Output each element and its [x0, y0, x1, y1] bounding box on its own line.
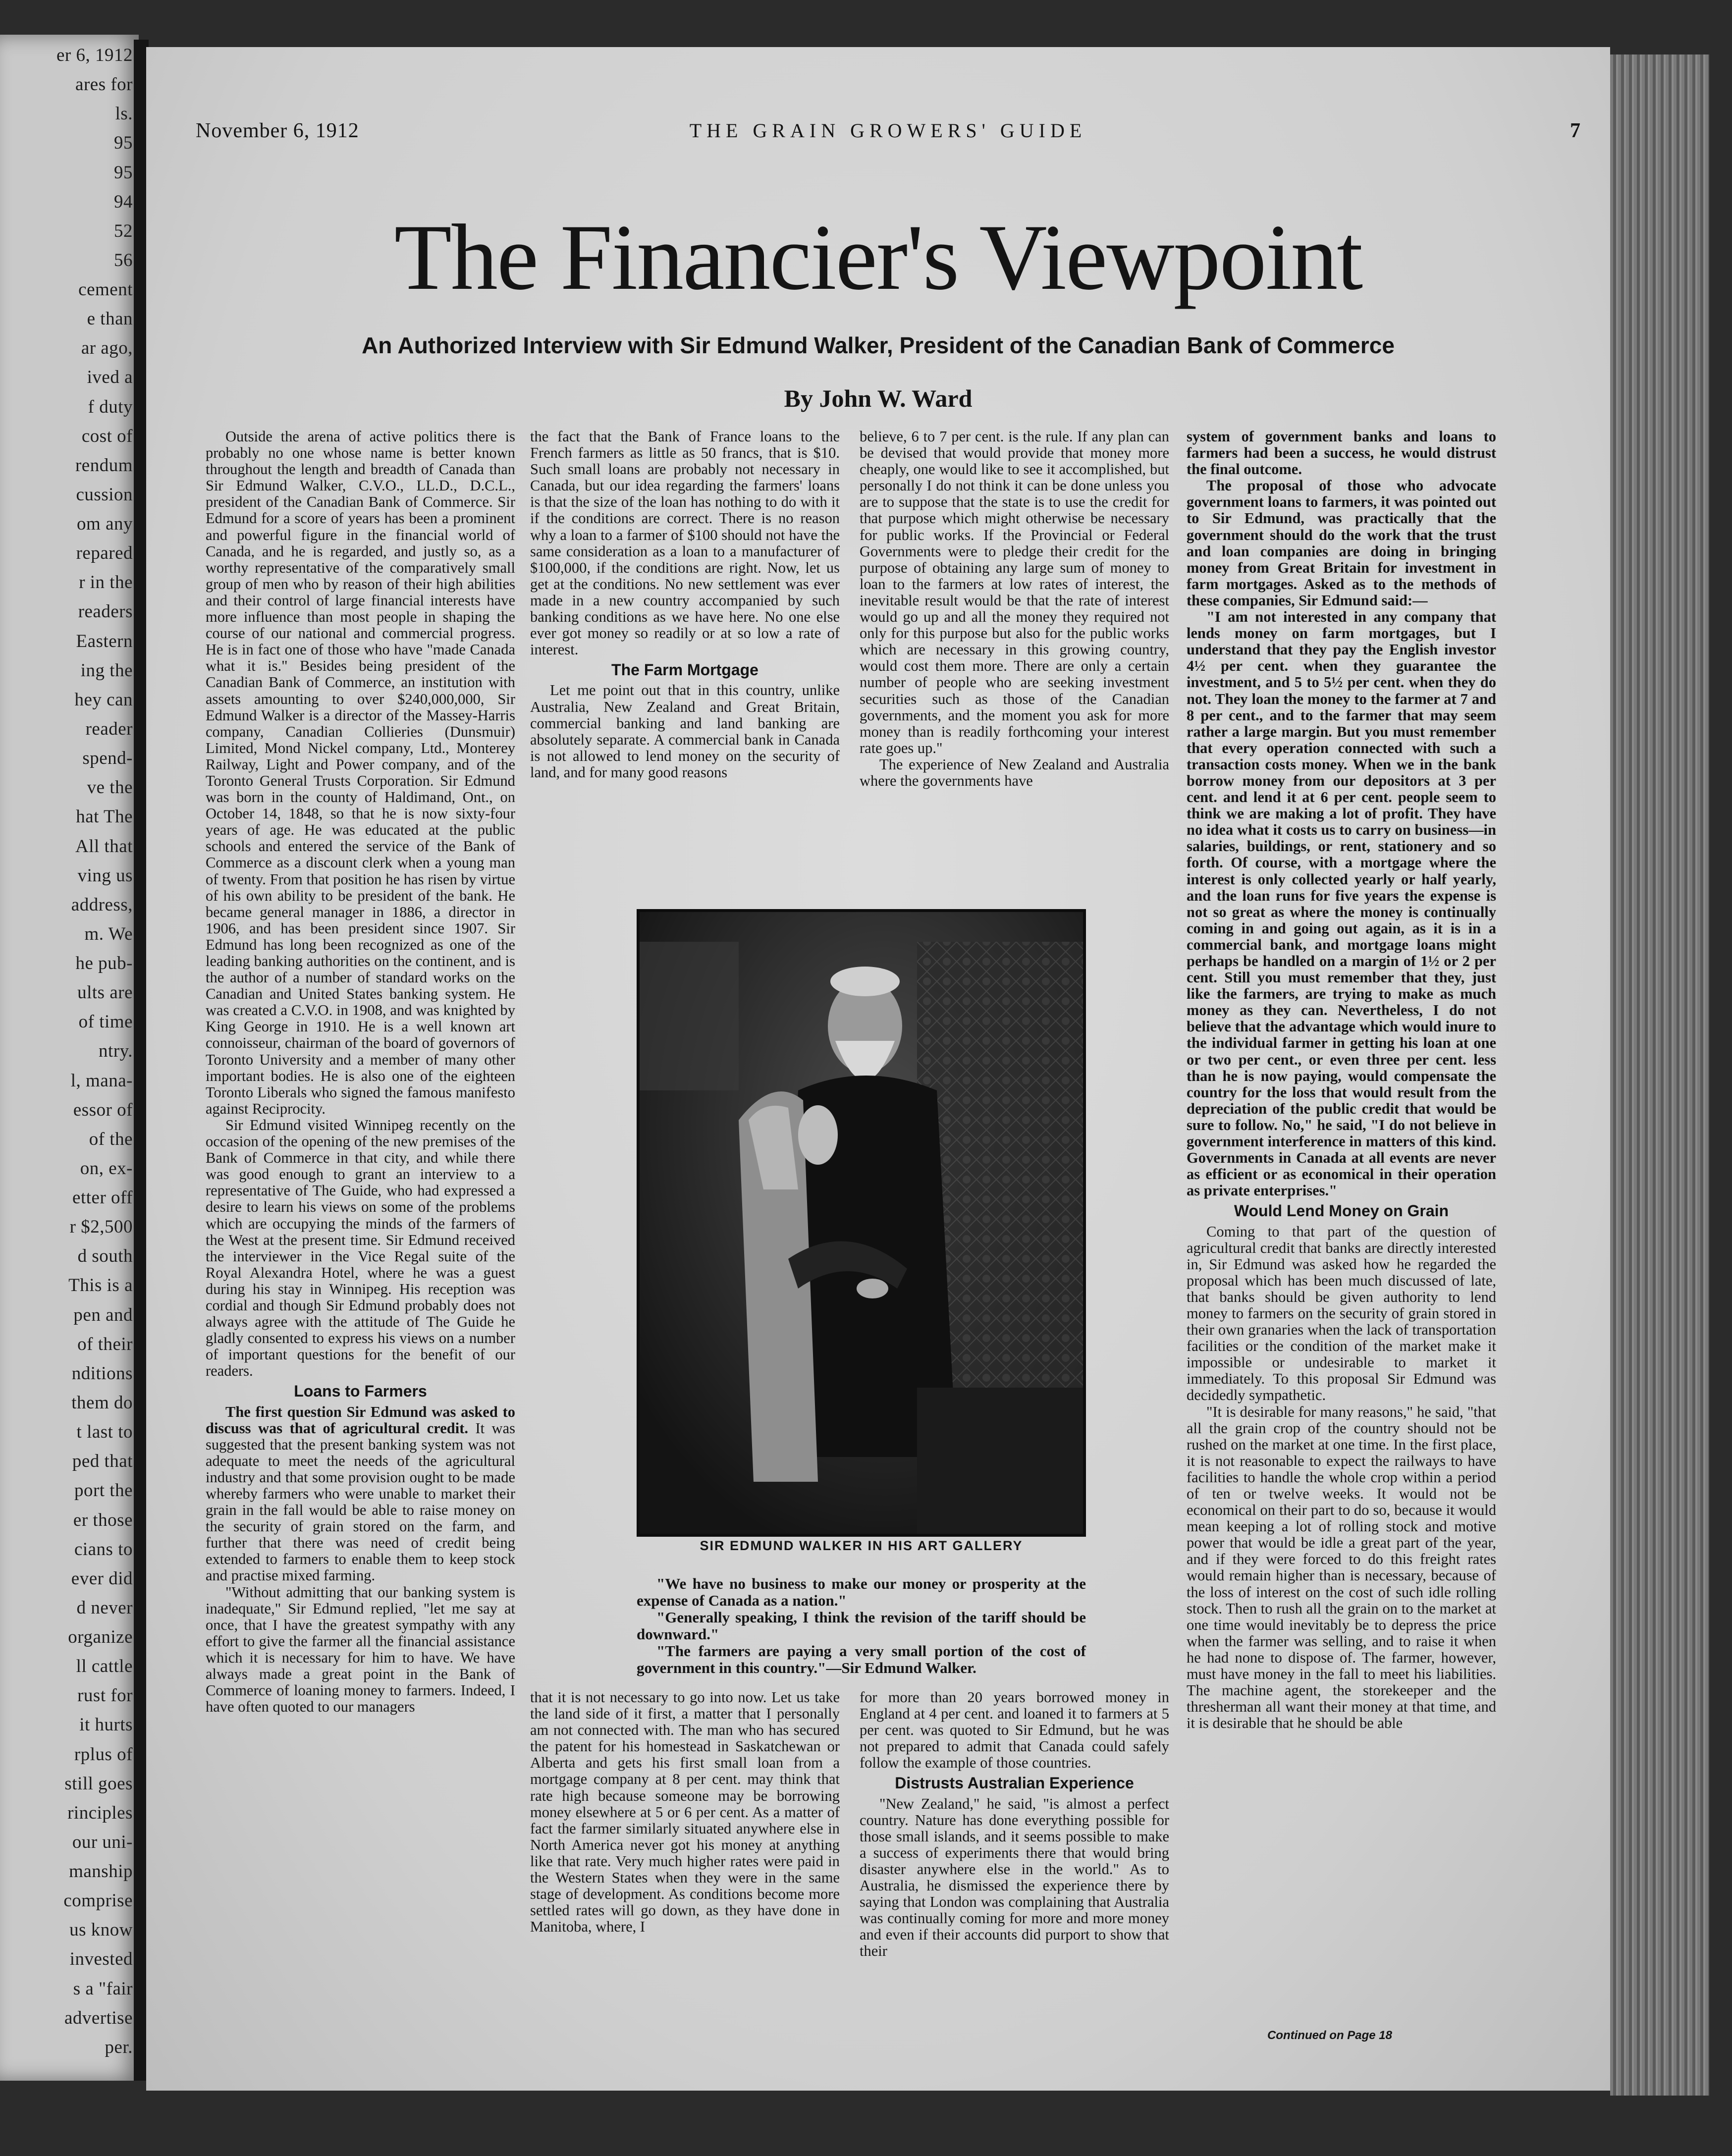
fragment-line: per.	[105, 2037, 133, 2057]
fragment-line: manship	[69, 1861, 133, 1882]
paragraph: The experience of New Zealand and Australia where the governments have	[860, 755, 1169, 789]
column-4	[1187, 429, 1496, 2029]
section-heading-mortgage: The Farm Mortgage	[611, 661, 758, 679]
fragment-line: reader	[85, 719, 133, 739]
fragment-line: nditions	[71, 1363, 133, 1384]
fragment-line: 56	[114, 250, 133, 270]
pull-quotes	[637, 1575, 1086, 1676]
fragment-line: repared	[76, 543, 133, 564]
fragment-line: ults are	[77, 982, 133, 1003]
column-2-bottom	[530, 1689, 840, 2046]
portrait-photo	[637, 909, 1086, 1537]
fragment-line: 95	[114, 133, 133, 154]
paragraph: "I am not interested in any company that lends money on farm mortgages, but I understand that they pay the English investor 4½ per cent. when they guarantee the investment, and 5 to 5½ per cent. when they do not. They loan the money to the farmer at 7 and 8 per cent., and to the farmer that may seem rather a large margin. But you must remember that every operation connected with such a transaction costs money. When we in the bank borrow money from our depositors at 3 per cent. and lend it at 6 per cent. people seem to think we are making a lot of profit. They have no idea what it costs us to carry on business—in salaries, buildings, or rent, stationery and so forth. Of course, with a mortgage where the interest is only collected yearly or half yearly, and the loan runs for five years the expense is not so great as where the money is continually coming in and going out again, as it is in a commercial bank, and mortgage loans might perhaps be handled on a margin of 1½ or 2 per cent. Still you must remember that they, just like the farmers, are trying to make as much money as they can. Nevertheless, I do not believe that the advantage which would inure to the individual farmer in getting his loan at one or two per cent., or even three per cent. less than he is now paying, would compensate the country for the loss that would result from the depreciation of the public credit that would be sure to follow. No," he said, "I do not believe in government interference in matters of this kind. Governments in Canada at all events are never as efficient or as economical in their operation as private enterprises."	[1187, 608, 1496, 1199]
continued-note: Continued on Page 18	[1267, 2029, 1392, 2042]
paragraph: the fact that the Bank of France loans to the French farmers as little as 50 francs, that is $10. Such small loans are probably not necessary in Canada, but our idea regarding the farmers' loans is that the size of the loan has nothing to do with it if the conditions are correct. There is no reason why a loan to a farmer of $100 should not have the same consideration as a loan to a manufacturer of $100,000, if the conditions are right. Now, let us get at the conditions. No new settlement was ever made in a new country accompanied by such banking conditions as we have here. No one else ever got money so readily or at so low a rate of interest.	[530, 429, 840, 658]
fragment-line: rinciples	[67, 1802, 133, 1823]
paragraph: Let me point out that in this country, unlike Australia, New Zealand and Great Britain, commercial banking and land banking are absolutely separate. A commercial bank in Canada is not allowed to lend money on the security of land, and for many good reasons	[530, 682, 840, 781]
paragraph: Sir Edmund visited Winnipeg recently on the occasion of the opening of the new premises of the Bank of Commerce in that city, and while there was good enough to grant an interview to a representative of The Guide, who had expressed a desire to learn his views on some of the problems which are occupying the minds of the farmers of the West at the present time. Sir Edmund received the interviewer in the Vice Regal suite of the Royal Alexandra Hotel, where he was a guest during his stay in Winnipeg. His reception was cordial and though Sir Edmund probably does not always agree with the attitude of The Guide he gladly consented to express his views on a number of important questions for the benefit of our readers.	[206, 1116, 515, 1380]
fragment-line: 95	[114, 162, 133, 183]
fragment-line: pen and	[73, 1304, 133, 1325]
fragment-line: 94	[114, 191, 133, 212]
fragment-line: ving us	[77, 865, 133, 886]
fragment-line: rendum	[75, 455, 133, 476]
paragraph: for more than 20 years borrowed money in England at 4 per cent. and loaned it to farmers at 5 per cent. was quoted to Sir Edmund, but he was not prepared to admit that Canada could safely follow the example of those countries.	[860, 1689, 1169, 1772]
fragment-line: d south	[77, 1246, 133, 1267]
paragraph: Coming to that part of the question of agricultural credit that banks are directly interested in, Sir Edmund was asked how he regarded the proposal which has been much discussed of late, that banks should be given authority to lend money to farmers on the security of grain stored in their own granaries when the lack of transportation facilities or the condition of the market make it impossible or undesirable to market it immediately. To this proposal Sir Edmund was decidedly sympathetic.	[1187, 1223, 1496, 1404]
fragment-line: of their	[77, 1334, 133, 1354]
fragment-line: ped that	[72, 1451, 133, 1472]
paragraph: "It is desirable for many reasons," he said, "that all the grain crop of the country should not be rushed on the market at one time. In the first place, it is not reasonable to expect the railways to have facilities to handle the whole crop within a period of ten or twelve weeks. It would not be economical on their part to do so, because it would mean keeping a lot of rolling stock and motive power that would be idle a great part of the year, and if they were forced to do this freight rates would remain higher than is necessary, because of the loss of interest on the cost of such idle rolling stock. Then to rush all the grain on to the market at one time would inevitably be to depress the price when the farmer was selling, and to raise it when he had none to dispose of. The farmer, however, must have money in the fall to meet his liabilities. The machine agent, the storekeeper and the thresherman all want their money at that time, and it is desirable that he should be able	[1187, 1403, 1496, 1732]
fragment-line: m. We	[84, 923, 133, 944]
paper-name: THE GRAIN GROWERS' GUIDE	[689, 119, 1087, 142]
article-title: The Financier's Viewpoint	[394, 206, 1362, 310]
fragment-line: Eastern	[76, 631, 133, 651]
fragment-line: essor of	[73, 1099, 133, 1120]
fragment-line: hat The	[76, 807, 133, 827]
paragraph: believe, 6 to 7 per cent. is the rule. If any plan can be devised that would provide that money more cheaply, one would like to see it accomplished, but personally I do not think it can be done unless you are to suppose that the state is to use the credit for that purpose which might otherwise be necessary for public works. If the Provincial or Federal Governments were to pledge their credit for the purpose of obtaining any large sum of money to loan to the farmers at low rates of interest, the inevitable result would be that the rate of interest would go up and all the money they required not only for this purpose but also for the public works which are necessary in this growing country, would cost them more. There are only a certain number of people who are seeking investment securities such as those of the Canadian governments, and the moment you ask for more money than is readily forthcoming your interest rate goes up."	[860, 429, 1169, 756]
paragraph: "Without admitting that our banking system is inadequate," Sir Edmund replied, "let me say at once, that I have the greatest sympathy with any effort to give the farmer all the financial assistance which it is necessary for him to have. We have always made a great point in the Bank of Commerce of loaning money to farmers. Indeed, I have often quoted to our managers	[206, 1583, 515, 1716]
article-subtitle: An Authorized Interview with Sir Edmund Walker, President of the Canadian Bank of Commerce	[362, 332, 1395, 358]
fragment-line: on, ex-	[80, 1158, 133, 1179]
fragment-line: ing the	[80, 660, 133, 681]
paragraph: that it is not necessary to go into now. Let us take the land side of it first, a matter that I personally am not connected with. The man who has secured the patent for his homestead in Saskatchewan or Alberta and gets his first small loan from a mortgage company at 8 per cent. may think that rate high because someone may be borrowing money elsewhere at 5 or 6 per cent. As a matter of fact the farmer similarly situated anywhere else in North America never got his money at anything like that rate. Very much higher rates were paid in the Western States when they were in the same stage of development. As conditions become more settled rates will go down, as they have done in Manitoba, where, I	[530, 1689, 840, 1936]
fragment-line: 52	[114, 220, 133, 241]
column-3-bottom	[860, 1689, 1169, 2046]
fragment-line: address,	[71, 894, 133, 915]
fragment-line: ived a	[87, 367, 133, 388]
fragment-line: cement	[78, 279, 133, 300]
pull-quote: "Generally speaking, I think the revision of the tariff should be downward."	[637, 1609, 1086, 1643]
fragment-line: ar ago,	[81, 338, 133, 359]
fragment-line: This is a	[68, 1275, 133, 1296]
page-number: 7	[1570, 119, 1580, 142]
section-heading-grain: Would Lend Money on Grain	[1234, 1202, 1449, 1220]
fragment-line: us know	[69, 1920, 133, 1940]
fragment-line: comprise	[63, 1890, 133, 1911]
fragment-line: ares for	[75, 74, 133, 95]
fragment-line: advertise	[64, 2007, 133, 2028]
previous-page-fragment	[0, 35, 139, 2081]
fragment-line: it hurts	[79, 1715, 133, 1735]
page-edges	[1610, 54, 1709, 2096]
photo-caption: SIR EDMUND WALKER IN HIS ART GALLERY	[700, 1538, 1023, 1553]
fragment-line: them do	[71, 1393, 133, 1413]
fragment-line: etter off	[72, 1187, 133, 1208]
fragment-line: still goes	[64, 1773, 133, 1794]
fragment-line: readers	[78, 601, 133, 622]
fragment-line: our uni-	[72, 1832, 133, 1852]
fragment-line: r in the	[79, 572, 133, 593]
fragment-line: e than	[87, 309, 133, 329]
fragment-line: cussion	[76, 484, 133, 505]
fragment-line: spend-	[82, 748, 133, 769]
paragraph-body: It was suggested that the present banking system was not adequate to meet the needs of the agricultural industry and that some provision ought to be made whereby farmers who were unable to market their grain in the fall would be able to raise money on the security of grain stored on the farm, and further that there was need of credit being extended to farmers to enable them to keep stock and practise mixed farming.	[206, 1419, 515, 1584]
fragment-line: r $2,500	[69, 1217, 133, 1238]
fragment-line: ntry.	[99, 1041, 133, 1062]
fragment-line: ls.	[115, 104, 133, 124]
fragment-line: organize	[68, 1627, 133, 1648]
paragraph: The proposal of those who advocate government loans to farmers, it was pointed out to Sir Edmund, was practically that the government should do the work that the trust and loan companies are doing in bringing money from Great Britain for investment in farm mortgages. Asked as to the methods of these companies, Sir Edmund said:—	[1187, 477, 1496, 609]
fragment-line: t last to	[76, 1422, 133, 1443]
column-1	[206, 429, 515, 2044]
paragraph: "New Zealand," he said, "is almost a perfect country. Nature has done everything possible for those small islands, and it seems possible to make a success of experiments there that would bring disaster anywhere else in the world." As to Australia, he dismissed the experience there by saying that London was complaining that Australia was continually coming for more and more money and even if their accounts did purport to show that their	[860, 1795, 1169, 1960]
fragment-line: ve the	[87, 777, 133, 798]
fragment-line: d never	[76, 1597, 133, 1618]
fragment-line: f duty	[88, 396, 133, 417]
fragment-line: ever did	[71, 1568, 133, 1589]
fragment-line: s a "fair	[73, 1978, 133, 1999]
paragraph	[206, 1404, 515, 1584]
article-byline: By John W. Ward	[784, 384, 973, 412]
fragment-line: l, mana-	[70, 1070, 133, 1091]
column-3-top	[860, 429, 1169, 884]
fragment-line: cost of	[81, 426, 133, 446]
fragment-line: om any	[77, 514, 133, 535]
portrait-image	[640, 912, 1083, 1534]
running-header	[196, 119, 1580, 149]
fragment-line: All that	[75, 836, 133, 857]
fragment-line: port the	[74, 1480, 133, 1501]
fragment-line: er 6, 1912	[56, 45, 133, 65]
fragment-line: ll cattle	[76, 1656, 133, 1677]
fragment-line: cians to	[74, 1539, 133, 1560]
fragment-line: invested	[69, 1949, 133, 1970]
section-heading-loans: Loans to Farmers	[294, 1382, 427, 1401]
fragment-line: of time	[78, 1012, 133, 1032]
fragment-line: er those	[73, 1509, 133, 1530]
fragment-line: rplus of	[74, 1744, 133, 1765]
paragraph: Outside the arena of active politics there is probably no one whose name is better known throughout the length and breadth of Canada than Sir Edmund Walker, C.V.O., LL.D., D.C.L., president of the Canadian Bank of Commerce. Sir Edmund for a score of years has been a prominent and powerful figure in the financial world of Canada, and he is regarded, and justly so, as a worthy representative of the comparatively small group of men who by reason of their high abilities and their control of large financial interests have more influence than most people in shaping the course of our national and commercial progress. He is in fact one of those who have "made Canada what it is." Besides being president of the Canadian Bank of Commerce, an institution with assets amounting to over $240,000,000, Sir Edmund Walker is a director of the Massey-Harris company, Canadian Collieries (Dunsmuir) Limited, Mond Nickel company, Ltd., Monterey Railway, Light and Power company, and of the Toronto General Trusts Corporation. Sir Edmund was born in the county of Haldimand, Ont., on October 14, 1848, so that he is now sixty-four years of age. He was educated at the public schools and entered the service of the Bank of Commerce as a discount clerk when a young man of twenty. From that position he has risen by virtue of his own ability to be president of the bank. He became general manager in 1886, a director in 1906, and has been president since 1907. Sir Edmund has long been recognized as one of the leading banking authorities on the continent, and is the author of a number of standard works on the Canadian and United States banking system. He was created a C.V.O. in 1908, and was knighted by King George in 1910. He is a well known art connoisseur, chairman of the board of governors of Toronto University and a member of many other important bodies. He is also one of the eighteen Toronto Liberals who signed the famous manifesto against Reciprocity.	[206, 429, 515, 1117]
newspaper-page	[146, 47, 1610, 2091]
fragment-line: rust for	[77, 1685, 133, 1706]
fragment-line: of the	[89, 1129, 133, 1149]
fragment-line: he pub-	[75, 953, 133, 974]
issue-date: November 6, 1912	[196, 119, 359, 142]
paragraph: system of government banks and loans to farmers had been a success, he would distrust the final outcome.	[1187, 429, 1496, 478]
column-2-top	[530, 429, 840, 884]
lead-text: The first question Sir Edmund was asked to discuss was that of agricultural credit.	[206, 1403, 515, 1437]
section-heading-distrusts: Distrusts Australian Experience	[895, 1774, 1134, 1792]
pull-quote: "We have no business to make our money or prosperity at the expense of Canada as a nation."	[637, 1575, 1086, 1609]
fragment-line: hey can	[74, 689, 133, 710]
pull-quote: "The farmers are paying a very small portion of the cost of government in this country."—Sir Edmund Walker.	[637, 1642, 1086, 1676]
